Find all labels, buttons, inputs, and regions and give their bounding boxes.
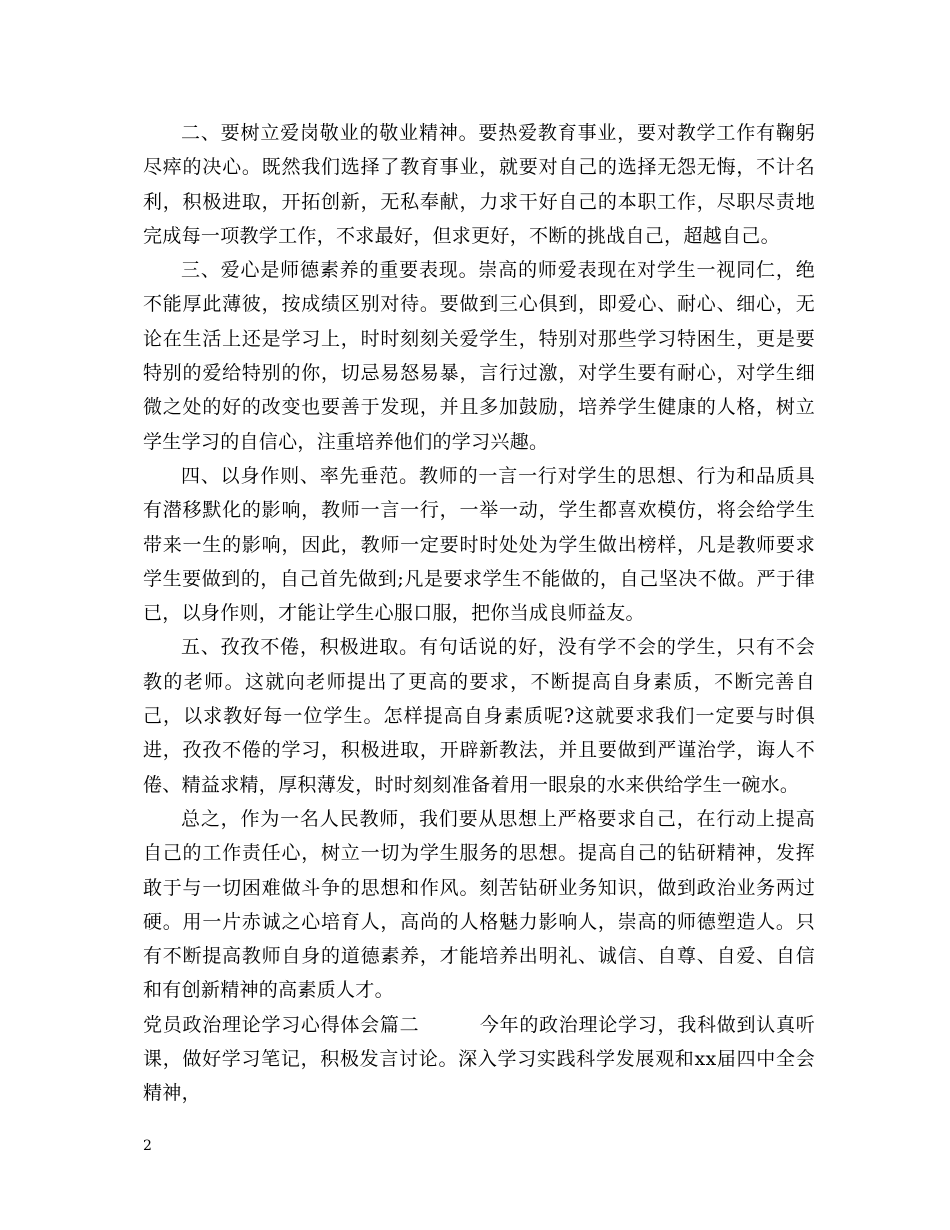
document-body bbox=[143, 116, 815, 1111]
section-text: 今年的政治理论学习，我科做到认真听课，做好学习笔记，积极发言讨论。深入学习实践科学发展观和xx届四中全会精神， bbox=[143, 1013, 815, 1105]
paragraph-love: 三、爱心是师德素养的重要表现。崇高的师爱表现在对学生一视同仁，绝不能厚此薄彼，按成绩区别对待。要做到三心俱到，即爱心、耐心、细心，无论在生活上还是学习上，时时刻刻关爱学生，特别对那些学习特困生，更是要特别的爱给特别的你，切忌易怒易暴，言行过激，对学生要有耐心，对学生细微之处的好的改变也要善于发现，并且多加鼓励，培养学生健康的人格，树立学生学习的自信心，注重培养他们的学习兴趣。 bbox=[143, 259, 815, 453]
section-two-paragraph bbox=[143, 1008, 815, 1111]
paragraph-conclusion: 总之，作为一名人民教师，我们要从思想上严格要求自己，在行动上提高自己的工作责任心，树立一切为学生服务的思想。提高自己的钻研精神，发挥敢于与一切困难做斗争的思想和作风。刻苦钻研业务知识，做到政治业务两过硬。用一片赤诚之心培育人，高尚的人格魅力影响人，崇高的师德塑造人。只有不断提高教师自身的道德素养，才能培养出明礼、诚信、自尊、自爱、自信和有创新精神的高素质人才。 bbox=[143, 807, 815, 1002]
page-number: 2 bbox=[143, 1138, 152, 1154]
section-heading: 党员政治理论学习心得体会篇二 bbox=[143, 1013, 420, 1036]
paragraph-dedication: 二、要树立爱岗敬业的敬业精神。要热爱教育事业，要对教学工作有鞠躬尽瘁的决心。既然我们选择了教育事业，就要对自己的选择无怨无悔，不计名利，积极进取，开拓创新，无私奉献，力求干好自己的本职工作，尽职尽责地完成每一项教学工作，不求最好，但求更好，不断的挑战自己，超越自己。 bbox=[143, 122, 815, 247]
paragraph-example: 四、以身作则、率先垂范。教师的一言一行对学生的思想、行为和品质具有潜移默化的影响，教师一言一行，一举一动，学生都喜欢模仿，将会给学生带来一生的影响，因此，教师一定要时时处处为学生做出榜样，凡是教师要求学生要做到的，自己首先做到;凡是要求学生不能做的，自己坚决不做。严于律已，以身作则，才能让学生心服口服，把你当成良师益友。 bbox=[143, 464, 815, 625]
paragraph-diligence: 五、孜孜不倦，积极进取。有句话说的好，没有学不会的学生，只有不会教的老师。这就向老师提出了更高的要求，不断提高自身素质，不断完善自己，以求教好每一位学生。怎样提高自身素质呢?这就要求我们一定要与时俱进，孜孜不倦的学习，积极进取，开辟新教法，并且要做到严谨治学，诲人不倦、精益求精，厚积薄发，时时刻刻准备着用一眼泉的水来供给学生一碗水。 bbox=[143, 636, 815, 796]
